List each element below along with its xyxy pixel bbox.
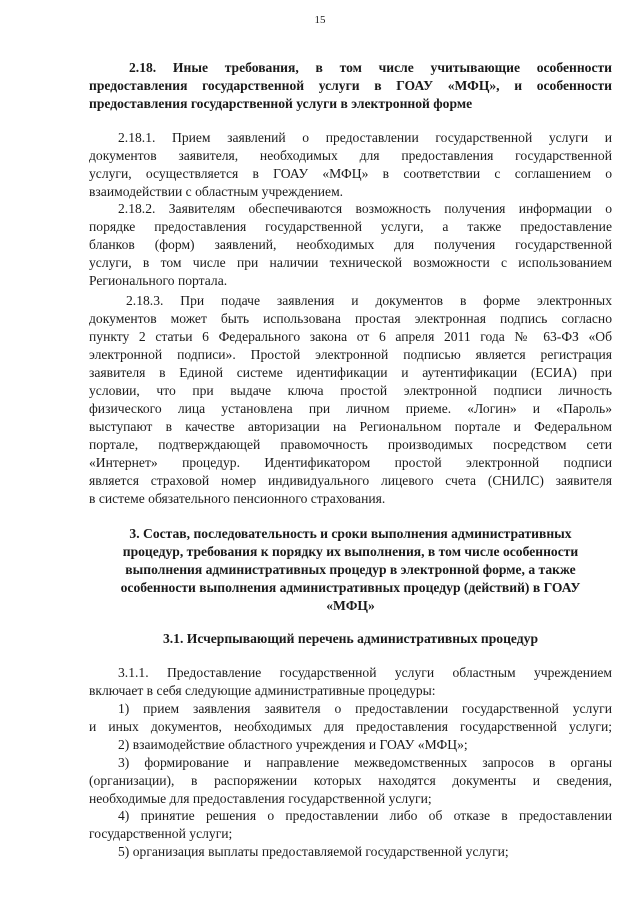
section-2-18-title-line-3: предоставления государственной услуги в электронной форме <box>89 96 473 111</box>
list-item-5: 5) организация выплаты предоставляемой государственной услуги; <box>118 844 509 859</box>
paragraph-2-18-2-line-1: 2.18.2. Заявителям обеспечиваются возможность получения информации о <box>118 201 612 216</box>
paragraph-2-18-2-line-2: порядке предоставления государственной услуги, а также предоставление <box>89 219 612 234</box>
paragraph-2-18-3-line-9: портале, подтверждающей правомочность производимых посредством сети <box>89 437 612 452</box>
paragraph-2-18-3-line-11: является страховой номер индивидуального лицевого счета (СНИЛС) заявителя <box>89 473 612 488</box>
list-item-4-line-1: 4) принятие решения о предоставлении либо об отказе в предоставлении <box>118 808 612 823</box>
paragraph-2-18-3-line-1: 2.18.3. При подаче заявления и документов в форме электронных <box>126 293 612 308</box>
paragraph-2-18-3-line-8: выступают в качестве авторизации на Региональном портале и Федеральном <box>89 419 612 434</box>
section-3-title-line-2: процедур, требования к порядку их выполнения, в том числе особенности <box>122 544 579 559</box>
list-item-1-line-1: 1) прием заявления заявителя о предоставлении государственной услуги <box>118 701 612 716</box>
paragraph-2-18-3-line-12: в системе обязательного пенсионного страхования. <box>89 491 386 506</box>
paragraph-2-18-3-line-6: условии, что при выдаче ключа простой электронной подписи личность <box>89 383 612 398</box>
list-item-1-line-2: и иных документов, необходимых для предоставления государственной услуги; <box>89 719 612 734</box>
list-item-2: 2) взаимодействие областного учреждения и ГОАУ «МФЦ»; <box>118 737 468 752</box>
paragraph-2-18-3-line-2: документов может быть использована простая электронная подпись согласно <box>89 311 612 326</box>
list-item-4-line-2: государственной услуги; <box>89 826 233 841</box>
section-3-title-line-3: выполнения административных процедур в электронной форме, а также <box>125 562 576 577</box>
paragraph-2-18-3-line-3: пункту 2 статьи 6 Федерального закона от 6 апреля 2011 года № 63-ФЗ «Об <box>89 329 612 344</box>
list-item-3-line-2: (организации), в распоряжении которых находятся документы и сведения, <box>89 773 612 788</box>
section-3-1-title: 3.1. Исчерпывающий перечень административных процедур <box>162 631 539 646</box>
section-2-18-title-line-2: предоставления государственной услуги в ГОАУ «МФЦ», и особенности <box>89 78 612 93</box>
section-3-title-line-4: особенности выполнения административных процедур (действий) в ГОАУ <box>120 580 581 595</box>
paragraph-2-18-2-line-3: бланков (форм) заявлений, необходимых для получения государственной <box>89 237 612 252</box>
paragraph-2-18-3-line-10: «Интернет» процедур. Идентификатором простой электронной подписи <box>89 455 612 470</box>
page-number: 15 <box>314 14 326 26</box>
list-item-3-line-1: 3) формирование и направление межведомственных запросов в органы <box>118 755 612 770</box>
paragraph-2-18-2-line-5: Регионального портала. <box>89 273 228 288</box>
list-item-3-line-3: необходимые для предоставления государственной услуги; <box>89 791 432 806</box>
section-3-title-line-5: «МФЦ» <box>326 598 375 613</box>
section-3-title-line-1: 3. Состав, последовательность и сроки выполнения административных <box>129 526 572 541</box>
paragraph-2-18-1-line-2: документов заявителя, необходимых для предоставления государственной <box>89 148 612 163</box>
paragraph-2-18-3-line-4: электронной подписи». Простой электронной подписью является регистрация <box>89 347 612 362</box>
paragraph-3-1-1-line-1: 3.1.1. Предоставление государственной услуги областным учреждением <box>118 665 612 680</box>
paragraph-2-18-1-line-3: услуги, осуществляется в ГОАУ «МФЦ» в соответствии с соглашением о <box>89 166 612 181</box>
paragraph-2-18-1-line-4: взаимодействии с областным учреждением. <box>89 184 344 199</box>
paragraph-2-18-3-line-5: заявителя в Единой системе идентификации и аутентификации (ЕСИА) при <box>89 365 612 380</box>
paragraph-3-1-1-line-2: включает в себя следующие административные процедуры: <box>89 683 436 698</box>
paragraph-2-18-1-line-1: 2.18.1. Прием заявлений о предоставлении государственной услуги и <box>118 130 612 145</box>
paragraph-2-18-3-line-7: физического лица установлена при личном приеме. «Логин» и «Пароль» <box>89 401 612 416</box>
paragraph-2-18-2-line-4: услуги, в том числе при наличии технической возможности с использованием <box>89 255 612 270</box>
section-2-18-title-line-1: 2.18. Иные требования, в том числе учитывающие особенности <box>129 60 612 75</box>
